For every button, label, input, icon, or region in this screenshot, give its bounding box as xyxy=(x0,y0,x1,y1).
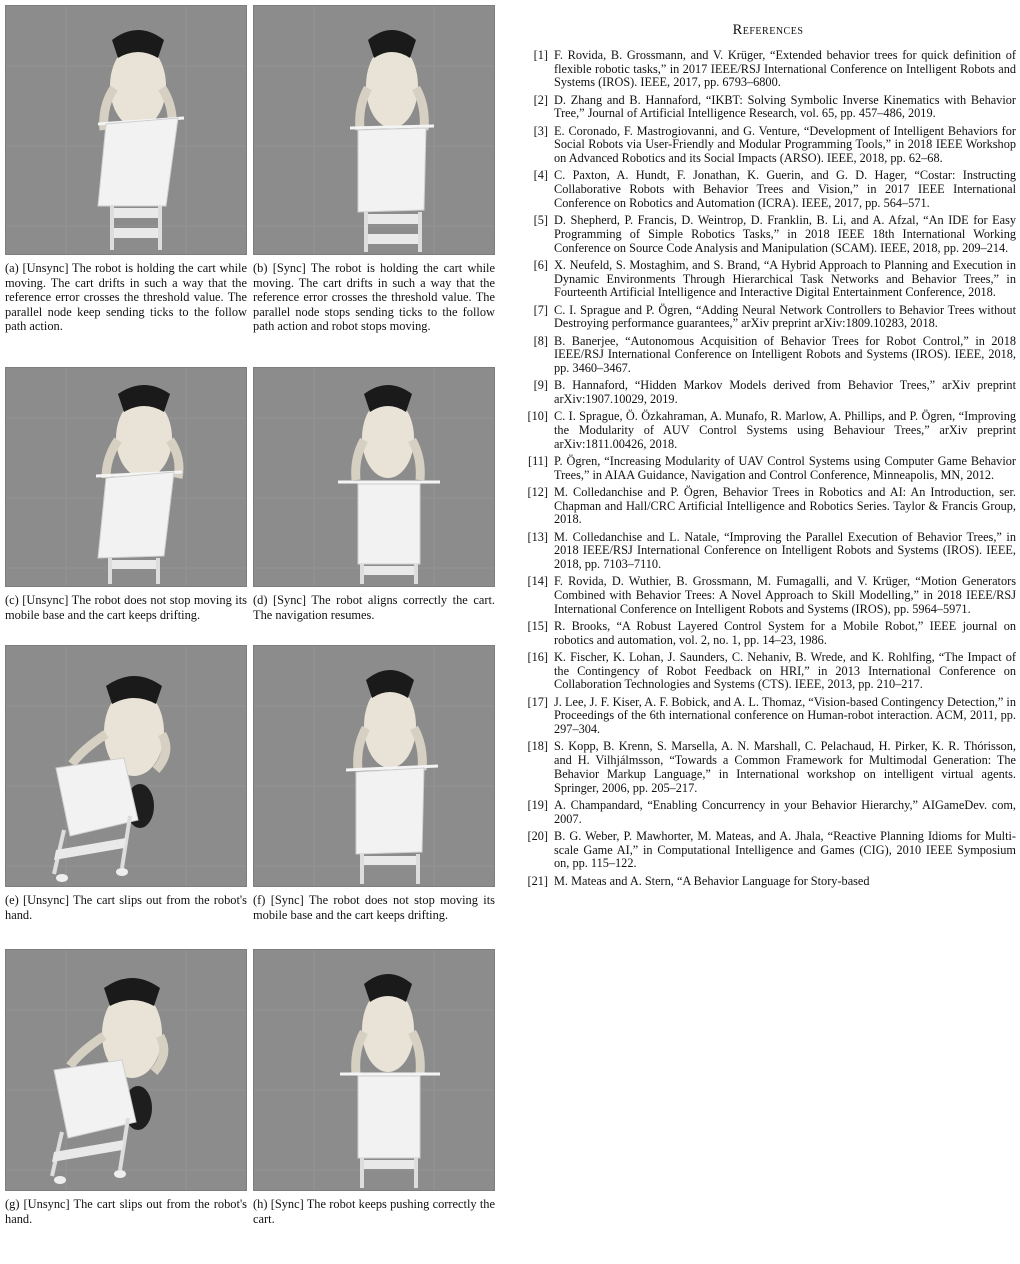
reference-item xyxy=(520,875,1016,889)
robot-render-image xyxy=(253,5,495,255)
reference-item xyxy=(520,214,1016,255)
reference-item xyxy=(520,125,1016,166)
robot-cart-scene xyxy=(254,950,494,1190)
reference-number: [1] xyxy=(533,48,548,62)
reference-item xyxy=(520,531,1016,572)
reference-number: [11] xyxy=(527,453,548,468)
reference-number: [9] xyxy=(533,378,548,393)
reference-number: [3] xyxy=(533,123,548,138)
robot-cart-scene xyxy=(6,950,246,1190)
robot-render-image xyxy=(5,645,247,887)
subfigure-h xyxy=(253,949,495,1249)
reference-item xyxy=(520,651,1016,692)
robot-render-image xyxy=(5,5,247,255)
reference-text: J. Lee, J. F. Kiser, A. F. Bobick, and A. L. Thomaz, “Vision-based Contingency Detection,” in Proceedings of the 6th international conference on Human-robot interaction. ACM, 2011, pp. 297–304. xyxy=(554,694,1016,737)
subfigure-b xyxy=(253,5,495,367)
reference-number: [12] xyxy=(527,484,548,499)
reference-item xyxy=(520,379,1016,406)
reference-number: [5] xyxy=(533,213,548,228)
reference-number: [7] xyxy=(533,302,548,317)
reference-item xyxy=(520,169,1016,210)
robot-cart-scene xyxy=(254,646,494,886)
reference-list xyxy=(520,49,1016,888)
subfigure-caption: (f) [Sync] The robot does not stop moving its mobile base and the cart keeps drifting. xyxy=(253,893,495,922)
reference-number: [6] xyxy=(533,257,548,272)
reference-item xyxy=(520,410,1016,451)
reference-number: [4] xyxy=(533,168,548,183)
reference-text: E. Coronado, F. Mastrogiovanni, and G. Venture, “Development of Intelligent Behaviors for Social Robots via User-Friendly and Modular Programming Tools,” in 2018 IEEE Workshop on Advanced Robotics and its Social Impacts (ARSO). IEEE, 2018, pp. 62–68. xyxy=(554,123,1016,166)
reference-text: K. Fischer, K. Lohan, J. Saunders, C. Nehaniv, B. Wrede, and K. Rohlfing, “The Impact of the Contingency of Robot Feedback on HRI,” in 2013 International Conference on Collaboration Technologies and Systems (CTS). IEEE, 2013, pp. 210–217. xyxy=(554,650,1016,692)
reference-text: D. Zhang and B. Hannaford, “IKBT: Solving Symbolic Inverse Kinematics with Behavior Tree,” Journal of Artificial Intelligence Research, vol. 65, pp. 457–486, 2019. xyxy=(554,92,1016,121)
subfigure-caption: (g) [Unsync] The cart slips out from the robot's hand. xyxy=(5,1197,247,1226)
reference-item xyxy=(520,696,1016,737)
reference-number: [13] xyxy=(527,529,548,544)
subfigure-caption: (e) [Unsync] The cart slips out from the robot's hand. xyxy=(5,893,247,922)
robot-render-image xyxy=(253,949,495,1191)
reference-item xyxy=(520,740,1016,795)
subfigure-e xyxy=(5,645,247,949)
reference-number: [10] xyxy=(527,409,548,424)
robot-render-image xyxy=(5,949,247,1191)
reference-text: M. Colledanchise and L. Natale, “Improving the Parallel Execution of Behavior Trees,” in 2018 IEEE/RSJ International Conference on Intelligent Robots and Systems (IROS). IEEE, 2018, pp. 7103–7110. xyxy=(554,529,1016,572)
subfigure-caption: (b) [Sync] The robot is holding the cart while moving. The cart drifts in such a way that the reference error crosses the threshold value. The parallel node stops sending ticks to the follow path action and robot stops moving. xyxy=(253,261,495,334)
reference-item xyxy=(520,335,1016,376)
robot-render-image xyxy=(253,645,495,887)
figure-column xyxy=(5,5,495,1255)
reference-item xyxy=(520,799,1016,826)
references-heading: References xyxy=(732,22,804,38)
reference-item xyxy=(520,455,1016,482)
subfigure-a xyxy=(5,5,247,367)
reference-item xyxy=(520,620,1016,647)
reference-text: B. G. Weber, P. Mawhorter, M. Mateas, and A. Jhala, “Reactive Planning Idioms for Multi-scale Game AI,” in Computational Intelligence and Games (CIG), 2010 IEEE Symposium on, pp. 115–122. xyxy=(554,828,1016,871)
reference-number: [14] xyxy=(527,574,548,589)
reference-number: [17] xyxy=(527,694,548,709)
subfigure-caption: (h) [Sync] The robot keeps pushing correctly the cart. xyxy=(253,1197,495,1226)
reference-text: C. I. Sprague, Ö. Özkahraman, A. Munafo, R. Marlow, A. Phillips, and P. Ögren, “Improving the Modularity of AUV Control Systems using Behaviour Trees,” arXiv preprint arXiv:1811.00426, 2018. xyxy=(554,409,1016,451)
robot-cart-scene xyxy=(6,368,246,586)
robot-cart-scene xyxy=(254,6,494,254)
reference-text: M. Mateas and A. Stern, “A Behavior Language for Story-based xyxy=(554,873,870,888)
subfigure-caption: (c) [Unsync] The robot does not stop moving its mobile base and the cart keeps drifting. xyxy=(5,593,247,622)
reference-text: S. Kopp, B. Krenn, S. Marsella, A. N. Marshall, C. Pelachaud, H. Pirker, K. R. Thórisson, and H. Vilhjálmsson, “Towards a Common Framework for Multimodal Generation: The Behavior Markup Language,” in International workshop on intelligent virtual agents. Springer, 2006, pp. 205–217. xyxy=(554,739,1016,795)
subfigure-g xyxy=(5,949,247,1249)
figure-row xyxy=(5,367,495,645)
reference-text: C. Paxton, A. Hundt, F. Jonathan, K. Guerin, and G. D. Hager, “Costar: Instructing Collaborative Robots with Behavior Trees and Vision,” in 2017 IEEE International Conference on Robotics and Automation (ICRA). IEEE, 2017, pp. 564–571. xyxy=(554,168,1016,210)
subfigure-caption: (d) [Sync] The robot aligns correctly the cart. The navigation resumes. xyxy=(253,593,495,622)
reference-text: B. Hannaford, “Hidden Markov Models derived from Behavior Trees,” arXiv preprint arXiv:1907.10029, 2019. xyxy=(554,378,1016,406)
reference-text: A. Champandard, “Enabling Concurrency in your Behavior Hierarchy,” AIGameDev. com, 2007. xyxy=(554,797,1016,826)
reference-number: [2] xyxy=(533,92,548,107)
reference-item xyxy=(520,575,1016,616)
references-column xyxy=(520,0,1016,892)
reference-item xyxy=(520,304,1016,331)
reference-item xyxy=(520,259,1016,300)
reference-item xyxy=(520,486,1016,527)
subfigure-f xyxy=(253,645,495,949)
reference-text: P. Ögren, “Increasing Modularity of UAV Control Systems using Computer Game Behavior Trees,” in AIAA Guidance, Navigation and Control Conference, Minneapolis, MN, 2012. xyxy=(554,453,1016,482)
figure-row xyxy=(5,5,495,367)
reference-text: D. Shepherd, P. Francis, D. Weintrop, D. Franklin, B. Li, and A. Afzal, “An IDE for Easy Programming of Simple Robotics Tasks,” in 2018 IEEE 18th International Working Conference on Source Code Analysis and Manipulation (SCAM). IEEE, 2018, pp. 209–214. xyxy=(554,213,1016,255)
reference-number: [19] xyxy=(527,797,548,812)
robot-render-image xyxy=(253,367,495,587)
reference-text: B. Banerjee, “Autonomous Acquisition of Behavior Trees for Robot Control,” in 2018 IEEE/RSJ International Conference on Intelligent Robots and Systems (IROS). IEEE, 2018, pp. 3460–3467. xyxy=(554,333,1016,375)
reference-item xyxy=(520,94,1016,121)
reference-text: R. Brooks, “A Robust Layered Control System for a Mobile Robot,” IEEE journal on robotics and automation, vol. 2, no. 1, pp. 14–23, 1986. xyxy=(554,619,1016,647)
reference-text: M. Colledanchise and P. Ögren, Behavior Trees in Robotics and AI: An Introduction, ser. Chapman and Hall/CRC Artificial Intelligence and Robotics Series. Taylor & Francis Group, 2018. xyxy=(554,484,1016,527)
reference-item xyxy=(520,830,1016,871)
reference-item xyxy=(520,49,1016,90)
subfigure-d xyxy=(253,367,495,645)
reference-text: F. Rovida, B. Grossmann, and V. Krüger, “Extended behavior trees for quick definition of flexible robotic tasks,” in 2017 IEEE/RSJ International Conference on Intelligent Robots and Systems (IROS). IEEE, 2017, pp. 6793–6800. xyxy=(554,48,1016,90)
reference-number: [16] xyxy=(527,650,548,665)
subfigure-c xyxy=(5,367,247,645)
subfigure-caption: (a) [Unsync] The robot is holding the cart while moving. The cart drifts in such a way that the reference error crosses the threshold value. The parallel node keep sending ticks to the follow path action. xyxy=(5,261,247,334)
reference-text: X. Neufeld, S. Mostaghim, and S. Brand, “A Hybrid Approach to Planning and Execution in Dynamic Environments Through Hierarchical Task Networks and Behavior Trees,” in Fourteenth Artificial Intelligence and Interactive Digital Entertainment Conference, 2018. xyxy=(554,257,1016,300)
reference-number: [15] xyxy=(527,619,548,634)
figure-row xyxy=(5,645,495,949)
reference-number: [21] xyxy=(527,873,548,888)
figure-row xyxy=(5,949,495,1249)
reference-text: C. I. Sprague and P. Ögren, “Adding Neural Network Controllers to Behavior Trees without Destroying performance guarantees,” arXiv preprint arXiv:1809.10283, 2018. xyxy=(554,302,1016,331)
robot-render-image xyxy=(5,367,247,587)
reference-number: [8] xyxy=(533,333,548,348)
reference-number: [20] xyxy=(527,828,548,843)
robot-cart-scene xyxy=(6,646,246,886)
reference-number: [18] xyxy=(527,739,548,754)
robot-cart-scene xyxy=(254,368,494,586)
reference-text: F. Rovida, D. Wuthier, B. Grossmann, M. Fumagalli, and V. Krüger, “Motion Generators Combined with Behavior Trees: A Novel Approach to Skill Modelling,” in 2018 IEEE/RSJ International Conference on Intelligent Robots and Systems (IROS), pp. 5964–5971. xyxy=(554,574,1016,616)
robot-cart-scene xyxy=(6,6,246,254)
